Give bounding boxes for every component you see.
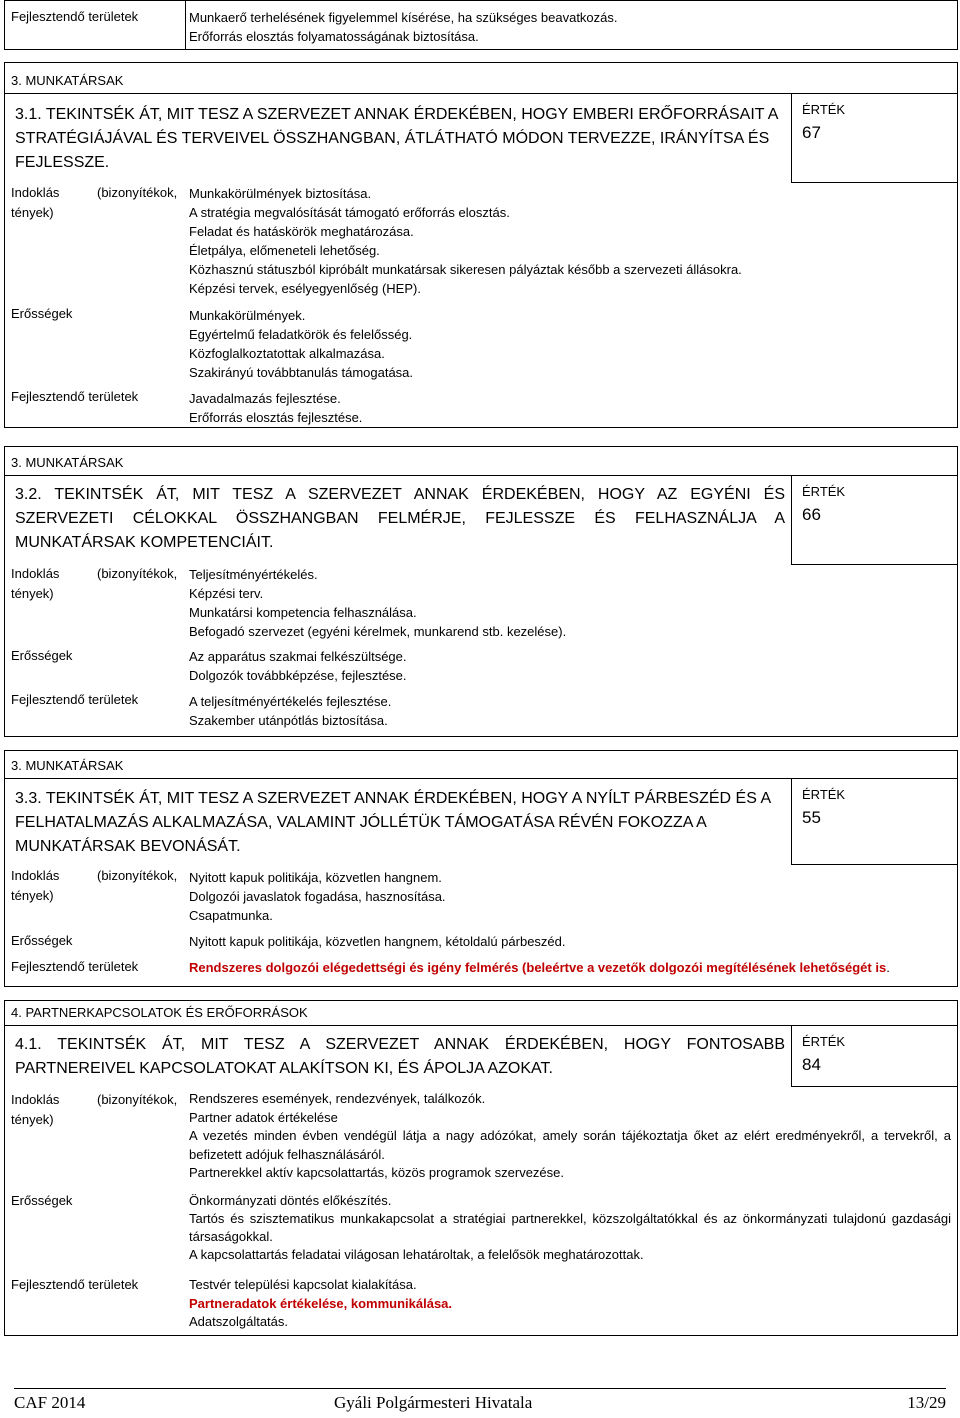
criterion-heading: 4.1. TEKINTSÉK ÁT, MIT TESZ A SZERVEZET ANNAK ÉRDEKÉBEN, HOGY FONTOSABB PARTNEREIVEL KAPCSOLATOKAT ALAKÍTSON KI, ÉS ÁPOLJA AZOKAT. bbox=[15, 1036, 785, 1077]
list-item: Nyitott kapuk politikája, közvetlen hangnem, kétoldalú párbeszéd. bbox=[189, 934, 566, 949]
evidence-list bbox=[189, 868, 951, 925]
list-item: Munkakörülmények biztosítása. bbox=[189, 186, 372, 201]
criterion-heading: 3.3. TEKINTSÉK ÁT, MIT TESZ A SZERVEZET ANNAK ÉRDEKÉBEN, HOGY A NYÍLT PÁRBESZÉD ÉS A FELHATALMAZÁS ALKALMAZÁSA, VALAMINT JÓLLÉTÜK TÁMOGATÁSA RÉVÉN FOKOZZA A MUNKATÁRSAK BEVONÁSÁT. bbox=[15, 790, 771, 855]
list-item: Az apparátus szakmai felkészültsége. bbox=[189, 649, 407, 664]
list-item: Munkatársi kompetencia felhasználása. bbox=[189, 605, 417, 620]
score-value: 84 bbox=[802, 1055, 821, 1074]
improvements-label: Fejlesztendő területek bbox=[11, 692, 139, 707]
list-item: Szakirányú továbbtanulás támogatása. bbox=[189, 365, 414, 380]
list-item: Képzési tervek, esélyegyenlőség (HEP). bbox=[189, 281, 421, 296]
evidence-label: Indoklás (bizonyítékok, tények) bbox=[11, 566, 178, 601]
improvements-label: Fejlesztendő területek bbox=[11, 959, 139, 974]
strengths-list bbox=[189, 647, 951, 685]
list-item: Nyitott kapuk politikája, közvetlen hangnem. bbox=[189, 870, 442, 885]
list-item: Erőforrás elosztás fejlesztése. bbox=[189, 410, 363, 425]
strengths-label: Erősségek bbox=[11, 648, 73, 663]
list-item: A kapcsolattartás feladatai világosan lehatároltak, a felelősök meghatározottak. bbox=[189, 1247, 644, 1262]
evidence-label: Indoklás (bizonyítékok, tények) bbox=[11, 1092, 178, 1127]
score-value: 66 bbox=[802, 505, 821, 524]
page-footer bbox=[14, 1385, 946, 1413]
criterion-heading: 3.2. TEKINTSÉK ÁT, MIT TESZ A SZERVEZET ANNAK ÉRDEKÉBEN, HOGY AZ EGYÉNI ÉS SZERVEZETI CÉLOKKAL ÖSSZHANGBAN FELMÉRJE, FEJLESSZE ÉS FELHASZNÁLJA A MUNKATÁRSAK KOMPETENCIÁIT. bbox=[15, 486, 785, 551]
list-item: Befogadó szervezet (egyéni kérelmek, munkarend stb. kezelése). bbox=[189, 624, 567, 639]
list-item: Szakember utánpótlás biztosítása. bbox=[189, 713, 388, 728]
score-label: ÉRTÉK bbox=[802, 787, 846, 802]
evidence-list bbox=[189, 565, 951, 641]
page-number: 13/29 bbox=[907, 1393, 946, 1412]
criterion-3-1 bbox=[4, 62, 958, 428]
criterion-3-3 bbox=[4, 750, 958, 987]
list-item: A vezetés minden évben vendégül látja a nagy adózókat, amely során tájékoztatja őket az elért eredményekről, a tervekről, a befizetett adójuk felhasználásáról. bbox=[189, 1128, 951, 1162]
list-item: Partner adatok értékelése bbox=[189, 1109, 338, 1125]
list-item: Önkormányzati döntés előkészítés. bbox=[189, 1193, 392, 1208]
section-title: 3. MUNKATÁRSAK bbox=[11, 73, 124, 88]
list-item: Csapatmunka. bbox=[189, 908, 273, 923]
top-box-item: Erőforrás elosztás folyamatosságának biztosítása. bbox=[189, 29, 479, 44]
score-box bbox=[791, 475, 957, 565]
top-box-item: Munkaerő terhelésének figyelemmel kísérése, ha szükséges beavatkozás. bbox=[189, 10, 618, 25]
list-item: Közhasznú státuszból kipróbált munkatársak sikeresen pályáztak később a szervezeti állásokra. bbox=[189, 262, 742, 277]
list-item: Teljesítményértékelés. bbox=[189, 567, 318, 582]
section-title: 3. MUNKATÁRSAK bbox=[11, 455, 124, 470]
score-box bbox=[791, 1025, 957, 1087]
list-item: Életpálya, előmeneteli lehetőség. bbox=[189, 243, 380, 258]
list-item: Javadalmazás fejlesztése. bbox=[189, 391, 341, 406]
top-improvement-box bbox=[4, 0, 958, 50]
strengths-list bbox=[189, 306, 951, 382]
list-item: A teljesítményértékelés fejlesztése. bbox=[189, 694, 392, 709]
improvements-list bbox=[189, 958, 951, 977]
list-item: Egyértelmű feladatkörök és felelősség. bbox=[189, 327, 413, 342]
score-label: ÉRTÉK bbox=[802, 484, 846, 499]
score-label: ÉRTÉK bbox=[802, 1034, 846, 1049]
score-box bbox=[791, 778, 957, 865]
list-item: Dolgozók továbbképzése, fejlesztése. bbox=[189, 668, 407, 683]
list-item: Tartós és szisztematikus munkakapcsolat a stratégiai partnerekkel, közszolgáltatókkal és az önkormányzati tulajdonú gazdasági társaságokkal. bbox=[189, 1211, 951, 1244]
evidence-list bbox=[189, 1090, 951, 1183]
list-item: Dolgozói javaslatok fogadása, hasznosítása. bbox=[189, 889, 446, 904]
footer-left: CAF 2014 bbox=[14, 1393, 86, 1412]
top-box-label: Fejlesztendő területek bbox=[11, 9, 139, 24]
criterion-3-2 bbox=[4, 446, 958, 737]
list-item: Munkakörülmények. bbox=[189, 308, 306, 323]
improvements-list bbox=[189, 692, 951, 730]
section-title: 4. PARTNERKAPCSOLATOK ÉS ERŐFORRÁSOK bbox=[11, 1005, 308, 1020]
score-value: 55 bbox=[802, 808, 821, 827]
list-item: Adatszolgáltatás. bbox=[189, 1314, 289, 1329]
evidence-label: Indoklás (bizonyítékok, tények) bbox=[11, 868, 178, 903]
improvements-list bbox=[189, 1276, 951, 1332]
strengths-label: Erősségek bbox=[11, 1193, 73, 1208]
footer-center: Gyáli Polgármesteri Hivatala bbox=[334, 1393, 533, 1412]
criterion-heading: 3.1. TEKINTSÉK ÁT, MIT TESZ A SZERVEZET ANNAK ÉRDEKÉBEN, HOGY EMBERI ERŐFORRÁSAIT A STRATÉGIÁJÁVAL ÉS TERVEIVEL ÖSSZHANGBAN, ÁTLÁTHATÓ MÓDON TERVEZZE, IRÁNYÍTSA ÉS FEJLESSZE. bbox=[15, 106, 778, 171]
strengths-label: Erősségek bbox=[11, 306, 73, 321]
improvements-label: Fejlesztendő területek bbox=[11, 1277, 139, 1292]
score-label: ÉRTÉK bbox=[802, 102, 846, 117]
list-item: Partneradatok értékelése, kommunikálása. bbox=[189, 1295, 453, 1311]
list-item: Partnerekkel aktív kapcsolattartás, közös programok szervezése. bbox=[189, 1165, 564, 1181]
improvements-label: Fejlesztendő területek bbox=[11, 389, 139, 404]
evidence-label: Indoklás (bizonyítékok, tények) bbox=[11, 185, 178, 220]
list-item: Közfoglalkoztatottak alkalmazása. bbox=[189, 346, 385, 361]
list-item: Feladat és hatáskörök meghatározása. bbox=[189, 224, 414, 239]
list-item: Képzési terv. bbox=[189, 586, 264, 601]
strengths-list bbox=[189, 932, 951, 951]
criterion-4-1 bbox=[4, 1000, 958, 1336]
improvements-list bbox=[189, 389, 951, 427]
list-item: Rendszeres dolgozói elégedettségi és igény felmérés (beleértve a vezetők dolgozói megítélésének lehetőségét is. bbox=[189, 960, 890, 975]
strengths-label: Erősségek bbox=[11, 933, 73, 948]
list-item: Testvér települési kapcsolat kialakítása. bbox=[189, 1277, 417, 1292]
score-box bbox=[791, 93, 957, 183]
strengths-list bbox=[189, 1192, 951, 1264]
score-value: 67 bbox=[802, 123, 821, 142]
section-title: 3. MUNKATÁRSAK bbox=[11, 758, 124, 773]
evidence-list bbox=[189, 184, 951, 298]
list-item: Rendszeres események, rendezvények, találkozók. bbox=[189, 1091, 486, 1106]
list-item: A stratégia megvalósítását támogató erőforrás elosztás. bbox=[189, 205, 510, 220]
